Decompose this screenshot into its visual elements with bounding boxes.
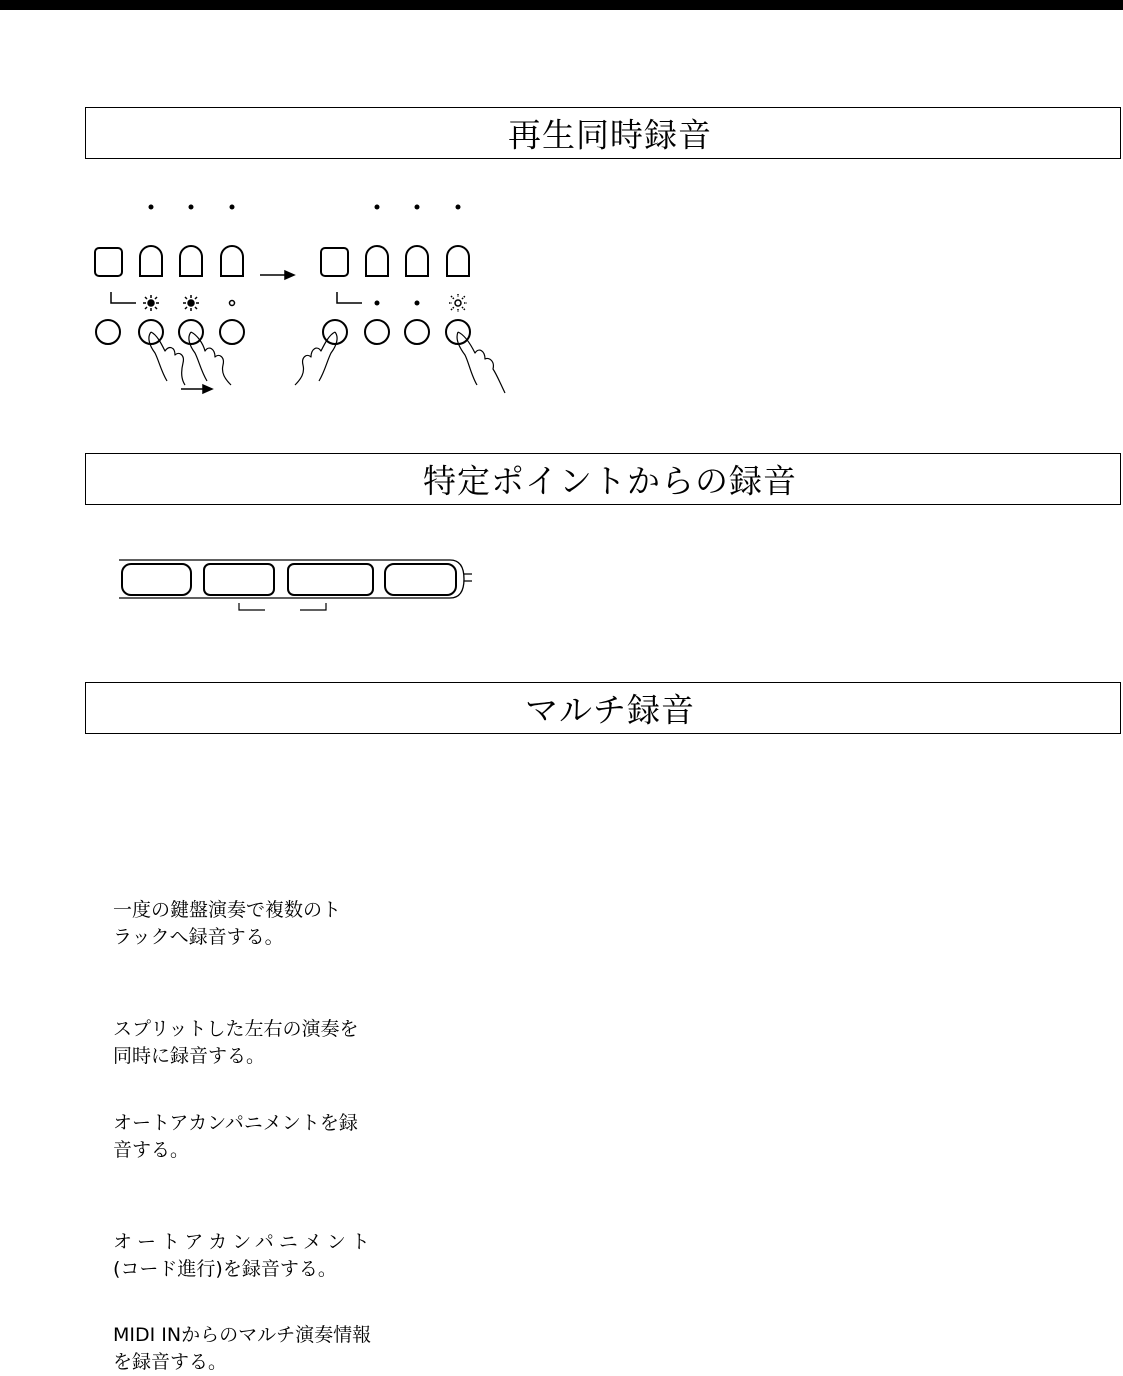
note-midi-in: MIDI INからのマルチ演奏情報 を録音する。 bbox=[113, 1324, 372, 1373]
indicator-dot bbox=[189, 205, 194, 210]
off-lamp-icon bbox=[230, 301, 235, 306]
round-button bbox=[405, 320, 429, 344]
panel-tab bbox=[464, 574, 472, 581]
transport-button bbox=[204, 564, 274, 595]
arrow-right-icon bbox=[203, 385, 212, 393]
bracket-mark bbox=[337, 292, 362, 303]
bracket-mark bbox=[111, 292, 136, 303]
lamp-dot bbox=[375, 301, 380, 306]
transport-panel-diagram bbox=[110, 552, 480, 622]
hand-pointer-icon bbox=[149, 332, 185, 385]
note-auto-accompaniment: オートアカンパニメントを録 音する。 bbox=[113, 1112, 358, 1161]
key-rounded bbox=[221, 246, 243, 276]
blinking-lamp-icon bbox=[449, 294, 467, 312]
indicator-dot bbox=[375, 205, 380, 210]
section-header-playback-recording bbox=[85, 107, 1121, 159]
section-title: マルチ録音 bbox=[525, 690, 695, 730]
indicator-dot bbox=[149, 205, 154, 210]
section-title: 再生同時録音 bbox=[508, 115, 712, 155]
key-square bbox=[95, 248, 122, 276]
key-rounded bbox=[406, 246, 428, 276]
bracket-mark bbox=[300, 603, 326, 610]
transport-button bbox=[122, 564, 191, 595]
panel-outline bbox=[119, 560, 464, 598]
key-rounded bbox=[140, 246, 162, 276]
transport-button bbox=[385, 564, 456, 595]
section-header-multi-recording bbox=[85, 682, 1121, 734]
note-chord-progression: オートアカンパニメント (コード進行)を録音する。 bbox=[113, 1231, 375, 1280]
key-rounded bbox=[447, 246, 469, 276]
track-record-diagram bbox=[85, 185, 525, 410]
top-rule bbox=[0, 0, 1123, 10]
arrow-right-icon bbox=[285, 271, 294, 279]
bracket-mark bbox=[239, 603, 265, 610]
lit-lamp-icon bbox=[143, 295, 159, 311]
lit-lamp-icon bbox=[183, 295, 199, 311]
note-multi-track: 一度の鍵盤演奏で複数のト ラックへ録音する。 bbox=[113, 899, 342, 948]
key-square bbox=[321, 248, 348, 276]
hand-pointer-icon bbox=[295, 332, 337, 385]
indicator-dot bbox=[230, 205, 235, 210]
round-button bbox=[220, 320, 244, 344]
round-button bbox=[365, 320, 389, 344]
note-split-recording: スプリットした左右の演奏を 同時に録音する。 bbox=[113, 1018, 359, 1067]
transport-button bbox=[288, 564, 373, 595]
indicator-dot bbox=[456, 205, 461, 210]
key-rounded bbox=[180, 246, 202, 276]
indicator-dot bbox=[415, 205, 420, 210]
hand-pointer-icon bbox=[189, 332, 231, 385]
key-rounded bbox=[366, 246, 388, 276]
section-header-point-recording bbox=[85, 453, 1121, 505]
round-button bbox=[96, 320, 120, 344]
section-title: 特定ポイントからの録音 bbox=[423, 461, 797, 501]
lamp-dot bbox=[415, 301, 420, 306]
